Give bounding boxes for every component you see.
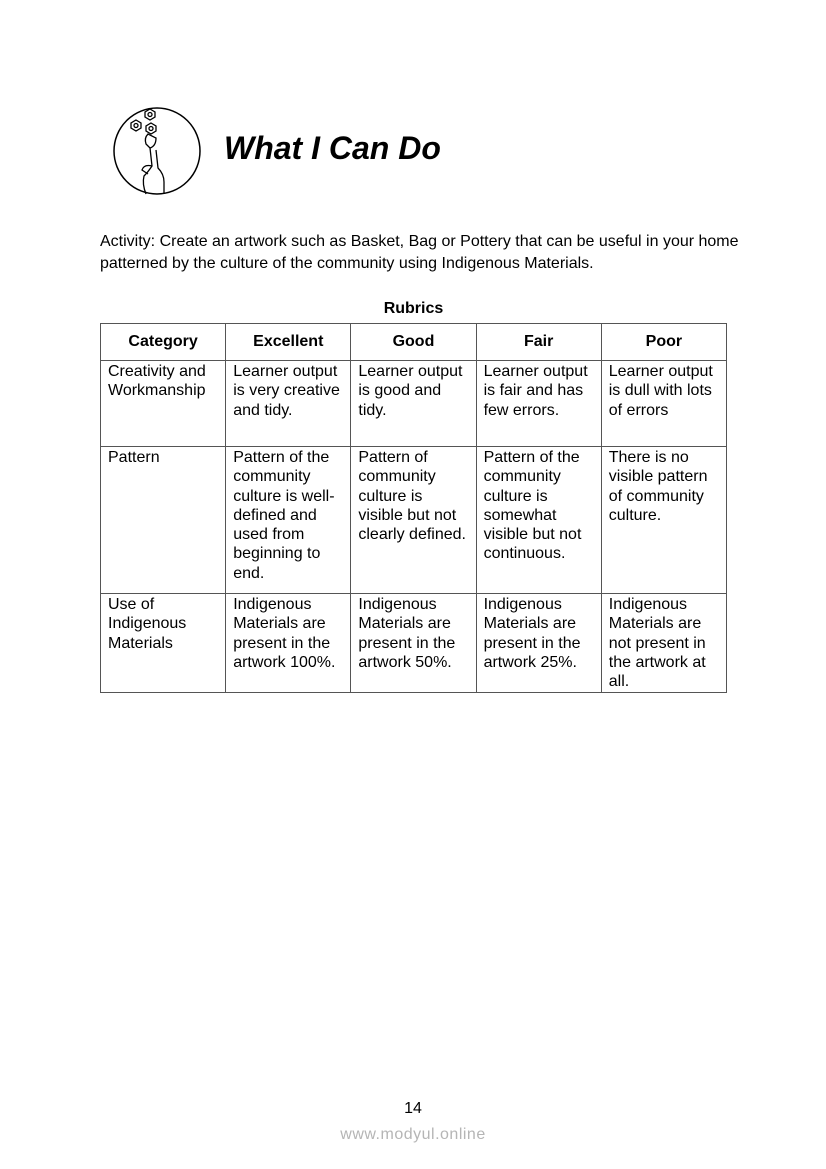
criteria-cell: Indigenous Materials are not present in the artwork at all. — [601, 594, 726, 693]
page-title: What I Can Do — [224, 130, 441, 166]
criteria-cell: Pattern of the community culture is well-defined and used from beginning to end. — [226, 447, 351, 594]
criteria-cell: Pattern of the community culture is somewhat visible but not continuous. — [476, 447, 601, 594]
column-header: Good — [351, 324, 476, 361]
column-header: Excellent — [226, 324, 351, 361]
criteria-cell: Indigenous Materials are present in the artwork 50%. — [351, 594, 476, 693]
category-cell: Creativity and Workmanship — [101, 361, 226, 447]
table-row — [101, 361, 727, 447]
criteria-cell: Indigenous Materials are present in the artwork 100%. — [226, 594, 351, 693]
criteria-cell: Learner output is fair and has few errors. — [476, 361, 601, 447]
criteria-cell: Learner output is very creative and tidy. — [226, 361, 351, 447]
page-number: 14 — [404, 1100, 422, 1117]
rubric-table — [100, 323, 727, 693]
table-row — [101, 447, 727, 594]
table-caption: Rubrics — [383, 300, 444, 317]
criteria-cell: There is no visible pattern of community culture. — [601, 447, 726, 594]
category-cell: Use of Indigenous Materials — [101, 594, 226, 693]
category-cell: Pattern — [101, 447, 226, 594]
criteria-cell: Indigenous Materials are present in the artwork 25%. — [476, 594, 601, 693]
column-header: Poor — [601, 324, 726, 361]
hand-with-wrench-icon — [112, 106, 202, 196]
criteria-cell: Pattern of community culture is visible but not clearly defined. — [351, 447, 476, 594]
column-header: Category — [101, 324, 226, 361]
activity-instructions: Activity: Create an artwork such as Basket, Bag or Pottery that can be useful in your home patterned by the culture of the community using Indigenous Materials. — [100, 233, 739, 272]
table-header-row — [101, 324, 727, 361]
watermark: www.modyul.online — [340, 1126, 486, 1143]
criteria-cell: Learner output is good and tidy. — [351, 361, 476, 447]
column-header: Fair — [476, 324, 601, 361]
criteria-cell: Learner output is dull with lots of errors — [601, 361, 726, 447]
table-row — [101, 594, 727, 693]
